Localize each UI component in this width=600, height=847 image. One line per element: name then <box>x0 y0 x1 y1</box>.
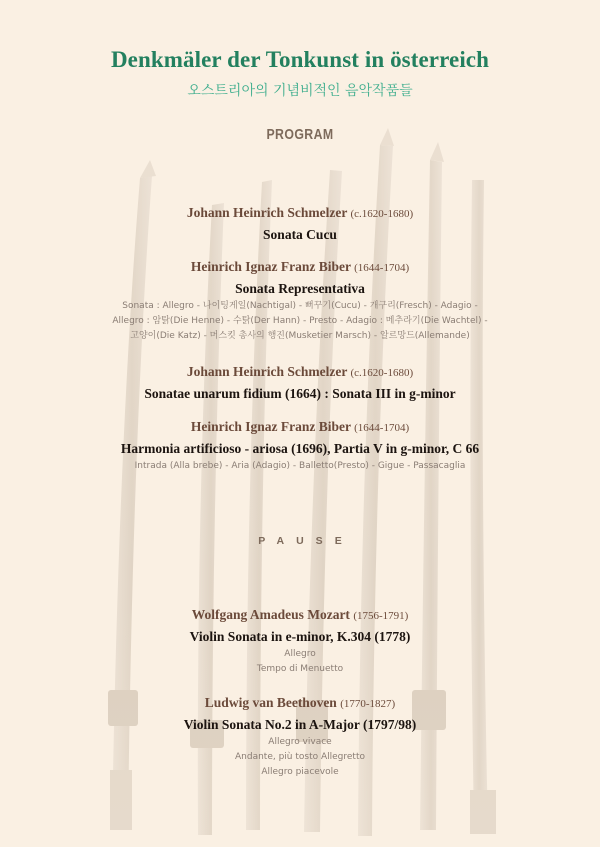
work-title: Sonata Representativa <box>235 281 365 296</box>
composer-years: (c.1620-1680) <box>350 208 414 220</box>
movement-line: Intrada (Alla brebe) - Aria (Adagio) - Balletto(Presto) - Gigue - Passacaglia <box>134 461 466 471</box>
page-subtitle: 오스트리아의 기념비적인 음악작품들 <box>187 83 413 99</box>
composer-line <box>0 694 600 713</box>
movement-line: Allegro : 암탉(Die Henne) - 수탉(Der Hann) - Presto - Adagio : 메추라기(Die Wachtel) - <box>112 316 488 326</box>
program-item <box>0 694 600 780</box>
composer-name: Johann Heinrich Schmelzer <box>186 364 348 379</box>
composer-line <box>0 204 600 223</box>
page-title: Denkmäler der Tonkunst in österreich <box>110 47 490 72</box>
composer-name: Ludwig van Beethoven <box>204 695 337 710</box>
movement-line: Allegro <box>284 649 316 659</box>
composer-line <box>0 606 600 625</box>
composer-years: (1770-1827) <box>340 698 396 710</box>
composer-name: Heinrich Ignaz Franz Biber <box>190 259 351 274</box>
composer-line <box>0 258 600 277</box>
program-item <box>0 204 600 245</box>
work-title: Violin Sonata in e-minor, K.304 (1778) <box>189 629 411 644</box>
composer-years: (c.1620-1680) <box>350 367 414 379</box>
composer-name: Wolfgang Amadeus Mozart <box>191 607 350 622</box>
work-title: Sonatae unarum fidium (1664) : Sonata III in g-minor <box>144 386 456 401</box>
composer-years: (1756-1791) <box>353 610 409 622</box>
pause-label: PAUSE <box>258 535 354 547</box>
composer-name: Heinrich Ignaz Franz Biber <box>190 419 351 434</box>
composer-line <box>0 363 600 382</box>
movement-line: 고양이(Die Katz) - 머스킷 총사의 행진(Musketier Marsch) - 알르망드(Allemande) <box>130 331 470 341</box>
composer-line <box>0 418 600 437</box>
movement-line: Tempo di Menuetto <box>256 664 344 674</box>
movement-line: Allegro piacevole <box>261 767 339 777</box>
work-title: Harmonia artificioso - ariosa (1696), Partia V in g-minor, C 66 <box>120 441 480 456</box>
movement-line: Allegro vivace <box>268 737 332 747</box>
program-item <box>0 363 600 404</box>
movement-line: Andante, più tosto Allegretto <box>235 752 365 762</box>
composer-years: (1644-1704) <box>354 422 410 434</box>
composer-years: (1644-1704) <box>354 262 410 274</box>
program-item <box>0 258 600 344</box>
movement-line: Sonata : Allegro - 나이팅게일(Nachtigal) - 뻐꾸기(Cucu) - 개구리(Fresch) - Adagio - <box>122 301 478 311</box>
work-title: Violin Sonata No.2 in A-Major (1797/98) <box>183 717 417 732</box>
work-title: Sonata Cucu <box>263 227 337 242</box>
program-heading: PROGRAM <box>266 126 334 143</box>
composer-name: Johann Heinrich Schmelzer <box>186 205 348 220</box>
program-item <box>0 606 600 677</box>
program-item <box>0 418 600 474</box>
